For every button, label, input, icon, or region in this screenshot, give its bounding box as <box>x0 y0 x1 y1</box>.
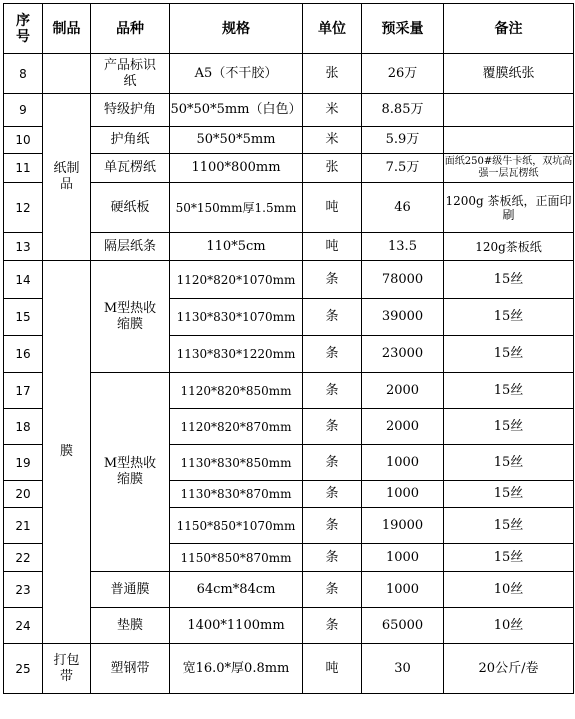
unit-cell: 米 <box>303 94 362 127</box>
spec-cell: A5（不干胶） <box>170 54 303 94</box>
note-cell: 面纸250#级牛卡纸，双坑高强一层瓦楞纸 <box>444 154 574 183</box>
unit-cell: 条 <box>303 261 362 299</box>
spec-cell: 50*50*5mm <box>170 127 303 154</box>
qty-cell: 13.5 <box>362 233 444 261</box>
unit-cell: 吨 <box>303 233 362 261</box>
seq-cell: 23 <box>4 572 43 608</box>
spec-cell: 64cm*84cm <box>170 572 303 608</box>
table-row <box>4 261 574 299</box>
qty-cell: 1000 <box>362 544 444 572</box>
qty-cell: 8.85万 <box>362 94 444 127</box>
unit-cell: 条 <box>303 544 362 572</box>
variety-cell: 塑钢带 <box>91 644 170 694</box>
seq-cell: 13 <box>4 233 43 261</box>
category-cell-strap: 打包带 <box>43 644 91 694</box>
note-cell: 20公斤/卷 <box>444 644 574 694</box>
header-qty: 预采量 <box>362 4 444 54</box>
spec-cell: 1130*830*1070mm <box>170 299 303 336</box>
seq-cell: 16 <box>4 336 43 373</box>
header-category: 制品 <box>43 4 91 54</box>
spec-cell: 1150*850*1070mm <box>170 508 303 544</box>
variety-cell: 单瓦楞纸 <box>91 154 170 183</box>
spec-cell: 1120*820*850mm <box>170 373 303 409</box>
seq-cell: 12 <box>4 183 43 233</box>
header-note: 备注 <box>444 4 574 54</box>
seq-cell: 10 <box>4 127 43 154</box>
table-row <box>4 54 574 94</box>
qty-cell: 39000 <box>362 299 444 336</box>
qty-cell: 1000 <box>362 481 444 508</box>
spec-cell: 宽16.0*厚0.8mm <box>170 644 303 694</box>
unit-cell: 条 <box>303 572 362 608</box>
qty-cell: 78000 <box>362 261 444 299</box>
note-cell: 120g茶板纸 <box>444 233 574 261</box>
note-cell <box>444 127 574 154</box>
header-seq: 序号 <box>4 4 43 54</box>
note-cell <box>444 94 574 127</box>
note-cell: 15丝 <box>444 261 574 299</box>
category-cell-empty <box>43 54 91 94</box>
note-cell: 15丝 <box>444 481 574 508</box>
note-cell: 15丝 <box>444 445 574 481</box>
variety-cell: M型热收缩膜 <box>91 373 170 572</box>
note-cell: 10丝 <box>444 608 574 644</box>
qty-cell: 65000 <box>362 608 444 644</box>
note-cell: 1200g 茶板纸，正面印刷 <box>444 183 574 233</box>
unit-cell: 条 <box>303 508 362 544</box>
spec-cell: 1120*820*1070mm <box>170 261 303 299</box>
unit-cell: 条 <box>303 299 362 336</box>
seq-cell: 20 <box>4 481 43 508</box>
variety-cell: M型热收缩膜 <box>91 261 170 373</box>
note-cell: 15丝 <box>444 373 574 409</box>
spec-cell: 50*50*5mm（白色） <box>170 94 303 127</box>
variety-cell: 垫膜 <box>91 608 170 644</box>
spec-cell: 1400*1100mm <box>170 608 303 644</box>
qty-cell: 23000 <box>362 336 444 373</box>
unit-cell: 条 <box>303 608 362 644</box>
seq-cell: 9 <box>4 94 43 127</box>
note-cell: 10丝 <box>444 572 574 608</box>
procurement-table <box>3 3 574 694</box>
qty-cell: 1000 <box>362 445 444 481</box>
variety-cell: 普通膜 <box>91 572 170 608</box>
spec-cell: 50*150mm厚1.5mm <box>170 183 303 233</box>
header-row <box>4 4 574 54</box>
note-cell: 15丝 <box>444 299 574 336</box>
variety-cell: 隔层纸条 <box>91 233 170 261</box>
seq-cell: 25 <box>4 644 43 694</box>
unit-cell: 张 <box>303 154 362 183</box>
seq-cell: 8 <box>4 54 43 94</box>
unit-cell: 米 <box>303 127 362 154</box>
category-cell-paper: 纸制品 <box>43 94 91 261</box>
note-cell: 15丝 <box>444 508 574 544</box>
variety-cell: 特级护角 <box>91 94 170 127</box>
seq-cell: 15 <box>4 299 43 336</box>
qty-cell: 7.5万 <box>362 154 444 183</box>
note-cell: 覆膜纸张 <box>444 54 574 94</box>
qty-cell: 2000 <box>362 373 444 409</box>
variety-cell: 硬纸板 <box>91 183 170 233</box>
spec-cell: 1100*800mm <box>170 154 303 183</box>
qty-cell: 1000 <box>362 572 444 608</box>
qty-cell: 2000 <box>362 409 444 445</box>
unit-cell: 条 <box>303 481 362 508</box>
seq-cell: 11 <box>4 154 43 183</box>
unit-cell: 吨 <box>303 183 362 233</box>
variety-cell: 产品标识纸 <box>91 54 170 94</box>
seq-cell: 14 <box>4 261 43 299</box>
spec-cell: 1150*850*870mm <box>170 544 303 572</box>
unit-cell: 张 <box>303 54 362 94</box>
qty-cell: 30 <box>362 644 444 694</box>
spec-cell: 1130*830*1220mm <box>170 336 303 373</box>
unit-cell: 条 <box>303 409 362 445</box>
seq-cell: 19 <box>4 445 43 481</box>
variety-cell: 护角纸 <box>91 127 170 154</box>
header-unit: 单位 <box>303 4 362 54</box>
seq-cell: 22 <box>4 544 43 572</box>
spec-cell: 1130*830*870mm <box>170 481 303 508</box>
unit-cell: 吨 <box>303 644 362 694</box>
note-cell: 15丝 <box>444 409 574 445</box>
unit-cell: 条 <box>303 373 362 409</box>
spec-cell: 1120*820*870mm <box>170 409 303 445</box>
seq-cell: 24 <box>4 608 43 644</box>
header-variety: 品种 <box>91 4 170 54</box>
qty-cell: 26万 <box>362 54 444 94</box>
spec-cell: 110*5cm <box>170 233 303 261</box>
seq-cell: 21 <box>4 508 43 544</box>
qty-cell: 46 <box>362 183 444 233</box>
category-cell-film: 膜 <box>43 261 91 644</box>
unit-cell: 条 <box>303 445 362 481</box>
qty-cell: 19000 <box>362 508 444 544</box>
note-cell: 15丝 <box>444 544 574 572</box>
header-spec: 规格 <box>170 4 303 54</box>
seq-cell: 17 <box>4 373 43 409</box>
note-cell: 15丝 <box>444 336 574 373</box>
seq-cell: 18 <box>4 409 43 445</box>
table-row <box>4 644 574 694</box>
spec-cell: 1130*830*850mm <box>170 445 303 481</box>
qty-cell: 5.9万 <box>362 127 444 154</box>
table-row <box>4 94 574 127</box>
unit-cell: 条 <box>303 336 362 373</box>
